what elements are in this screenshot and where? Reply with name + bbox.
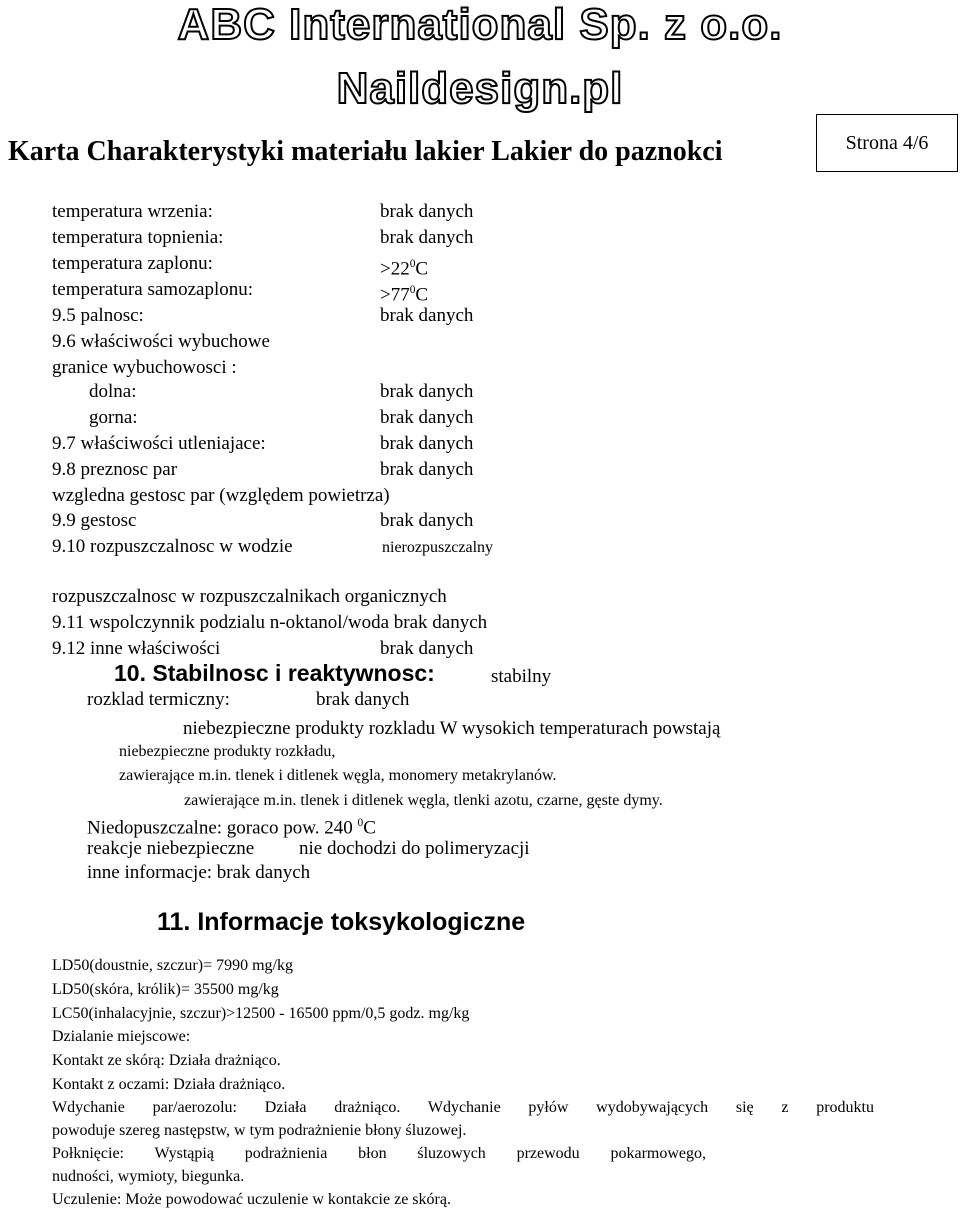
hazardous-products-line: zawierające m.in. tlenek i ditlenek węgla, tlenki azotu, czarne, gęste dymy. — [184, 792, 663, 809]
ld50-oral: LD50(doustnie, szczur)= 7990 mg/kg — [52, 957, 293, 974]
flammability-value: brak danych — [380, 305, 474, 326]
document-title: Karta Charakterystyki materiału lakier Lakier do paznokci — [8, 136, 723, 167]
ingestion-effects-continued: nudności, wymioty, biegunka. — [52, 1168, 245, 1185]
explosion-limits-label: granice wybuchowosci : — [52, 357, 237, 378]
thermal-decomposition-label: rozklad termiczny: — [87, 689, 230, 710]
thermal-decomposition-value: brak danych — [316, 689, 410, 710]
lc50-inhalation: LC50(inhalacyjnie, szczur)>12500 - 16500 ppm/0,5 godz. mg/kg — [52, 1005, 470, 1022]
inhalation-effects: Wdychanie par/aerozolu: Działa drażniąco. Wdychanie pyłów wydobywających się z produktu — [52, 1099, 874, 1116]
melting-point-value: brak danych — [380, 227, 474, 248]
lower-limit-value: brak danych — [380, 381, 474, 402]
skin-contact: Kontakt ze skórą: Działa drażniąco. — [52, 1052, 281, 1069]
other-information: inne informacje: brak danych — [87, 862, 311, 883]
company-website: Naildesign.pl — [336, 64, 624, 113]
ingestion-effects: Połknięcie: Wystąpią podrażnienia błon śluzowych przewodu pokarmowego, — [52, 1145, 706, 1162]
oxidizing-label: 9.7 właściwości utleniajace: — [52, 433, 266, 454]
partition-coefficient: 9.11 wspolczynnik podzialu n-oktanol/woda brak danych — [52, 612, 488, 633]
inhalation-effects-continued: powoduje szereg następstw, w tym podrażnienie błony śluzowej. — [52, 1122, 467, 1139]
hazardous-reactions-value: nie dochodzi do polimeryzacji — [299, 838, 530, 859]
explosive-properties-label: 9.6 właściwości wybuchowe — [52, 331, 270, 352]
local-effects-label: Dzialanie miejscowe: — [52, 1028, 191, 1045]
autoignition-label: temperatura samozaplonu: — [52, 279, 254, 300]
flammability-label: 9.5 palnosc: — [52, 305, 144, 326]
sensitization: Uczulenie: Może powodować uczulenie w kontakcie ze skórą. — [52, 1191, 451, 1208]
density-label: 9.9 gestosc — [52, 510, 137, 531]
oxidizing-value: brak danych — [380, 433, 474, 454]
melting-point-label: temperatura topnienia: — [52, 227, 224, 248]
flash-point-value: $>22^0C$ — [380, 258, 429, 280]
lower-limit-label: dolna: — [89, 381, 137, 402]
ld50-skin: LD50(skóra, królik)= 35500 mg/kg — [52, 981, 279, 998]
other-properties-value: brak danych — [380, 638, 474, 659]
hazardous-reactions-label: reakcje niebezpieczne — [87, 838, 255, 859]
incompatible-conditions: Niedopuszczalne: goraco pow. 240 $^0$C — [87, 817, 376, 839]
boiling-point-value: brak danych — [380, 201, 474, 222]
water-solubility-label: 9.10 rozpuszczalnosc w wodzie — [52, 536, 293, 557]
autoignition-value: $>77^0C$ — [380, 284, 429, 306]
vapor-density-label: wzgledna gestosc par (względem powietrza) — [52, 485, 390, 506]
boiling-point-label: temperatura wrzenia: — [52, 201, 213, 222]
upper-limit-label: gorna: — [89, 407, 138, 428]
upper-limit-value: brak danych — [380, 407, 474, 428]
section-10-heading: 10. Stabilnosc i reaktywnosc: — [114, 660, 435, 686]
vapor-pressure-value: brak danych — [380, 459, 474, 480]
hazardous-products-line: zawierające m.in. tlenek i ditlenek węgla, monomery metakrylanów. — [119, 767, 557, 784]
section-11-heading: 11. Informacje toksykologiczne — [157, 908, 526, 936]
density-value: brak danych — [380, 510, 474, 531]
stability-value: stabilny — [491, 666, 552, 687]
hazardous-products-line: niebezpieczne produkty rozkladu W wysokich temperaturach powstają — [183, 718, 721, 739]
organic-solubility-label: rozpuszczalnosc w rozpuszczalnikach organicznych — [52, 586, 447, 607]
flash-point-label: temperatura zaplonu: — [52, 253, 213, 274]
eye-contact: Kontakt z oczami: Działa drażniąco. — [52, 1076, 286, 1093]
hazardous-products-line: niebezpieczne produkty rozkładu, — [119, 743, 336, 760]
water-solubility-value: nierozpuszczalny — [382, 539, 494, 556]
other-properties-label: 9.12 inne właściwości — [52, 638, 221, 659]
company-name: ABC International Sp. z o.o. — [177, 0, 783, 49]
page-number: Strona 4/6 — [816, 114, 958, 172]
vapor-pressure-label: 9.8 preznosc par — [52, 459, 178, 480]
